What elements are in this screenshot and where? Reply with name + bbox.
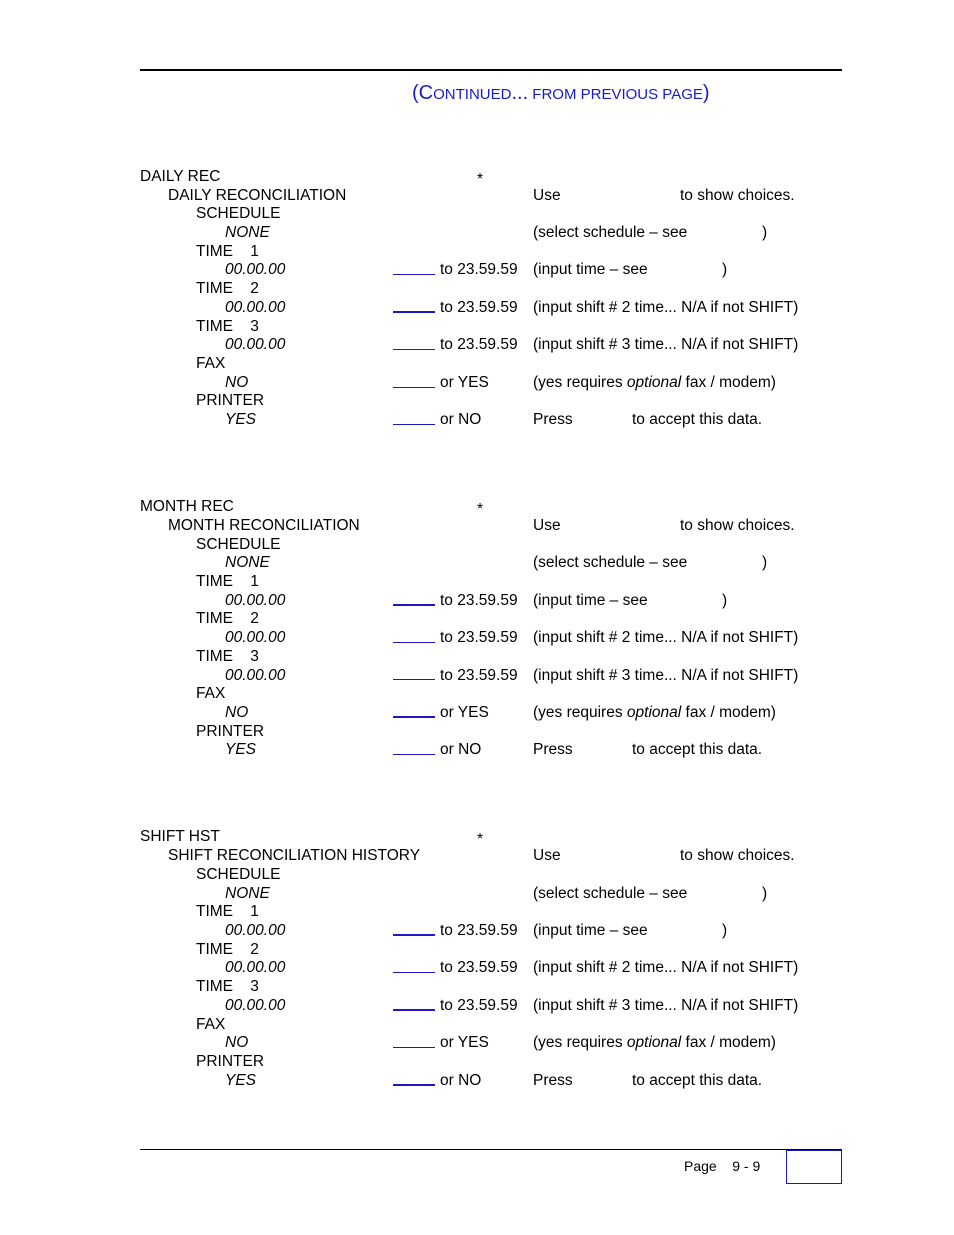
schedule-value: NONE bbox=[225, 554, 270, 571]
time2-range: to 23.59.59 bbox=[440, 299, 518, 316]
accept-text: to accept this data. bbox=[632, 1072, 763, 1089]
press-text: Press bbox=[533, 741, 573, 758]
menu-name: DAILY REC bbox=[140, 168, 221, 185]
show-choices-text: to show choices. bbox=[680, 187, 795, 204]
fax-blank bbox=[393, 387, 435, 388]
time2-label: TIME 2 bbox=[196, 610, 259, 627]
printer-blank bbox=[393, 754, 435, 755]
fax-note-b: fax / modem) bbox=[685, 1034, 776, 1051]
fax-label: FAX bbox=[196, 1016, 226, 1033]
fax-note-optional: optional bbox=[626, 1034, 682, 1051]
time3-range: to 23.59.59 bbox=[440, 997, 518, 1014]
time1-blank bbox=[393, 934, 435, 936]
time1-label: TIME 1 bbox=[196, 573, 259, 590]
fax-option: or YES bbox=[440, 1034, 489, 1051]
printer-blank bbox=[393, 424, 435, 425]
time1-label: TIME 1 bbox=[196, 903, 259, 920]
input-time-close: ) bbox=[722, 922, 728, 939]
time3-label: TIME 3 bbox=[196, 318, 259, 335]
time2-blank bbox=[393, 311, 435, 313]
use-text: Use bbox=[533, 847, 561, 864]
continued-tail: FROM PREVIOUS PAGE bbox=[528, 86, 703, 103]
input-time-close: ) bbox=[722, 261, 728, 278]
time2-label: TIME 2 bbox=[196, 280, 259, 297]
fax-note bbox=[533, 1033, 776, 1052]
fax-note-a: (yes requires bbox=[533, 1034, 623, 1051]
continued-dots: ... bbox=[511, 82, 529, 104]
time1-blank bbox=[393, 274, 435, 275]
time2-value: 00.00.00 bbox=[225, 299, 286, 316]
time1-value: 00.00.00 bbox=[225, 592, 286, 609]
time3-range: to 23.59.59 bbox=[440, 336, 518, 353]
time3-value: 00.00.00 bbox=[225, 336, 286, 353]
select-schedule-close: ) bbox=[762, 224, 768, 241]
time2-blank bbox=[393, 642, 435, 643]
continued-close: ) bbox=[702, 82, 710, 104]
footer-rule bbox=[140, 1149, 842, 1150]
shift2-note: (input shift # 2 time... N/A if not SHIFT) bbox=[533, 959, 799, 976]
input-time-note: (input time – see bbox=[533, 261, 648, 278]
show-choices-text: to show choices. bbox=[680, 847, 795, 864]
time2-value: 00.00.00 bbox=[225, 959, 286, 976]
printer-value: YES bbox=[225, 411, 257, 428]
fax-note-a: (yes requires bbox=[533, 374, 623, 391]
time3-blank bbox=[393, 349, 435, 350]
press-text: Press bbox=[533, 411, 573, 428]
fax-value: NO bbox=[225, 374, 249, 391]
continued-open: (C bbox=[412, 82, 434, 104]
fax-option: or YES bbox=[440, 704, 489, 721]
time1-range: to 23.59.59 bbox=[440, 922, 518, 939]
input-time-close: ) bbox=[722, 592, 728, 609]
printer-value: YES bbox=[225, 1072, 257, 1089]
menu-title: MONTH RECONCILIATION bbox=[168, 517, 360, 534]
select-schedule-note: (select schedule – see bbox=[533, 554, 688, 571]
fax-note-a: (yes requires bbox=[533, 704, 623, 721]
accept-text: to accept this data. bbox=[632, 411, 763, 428]
fax-note-optional: optional bbox=[626, 704, 682, 721]
time3-value: 00.00.00 bbox=[225, 997, 286, 1014]
fax-note-optional: optional bbox=[626, 374, 682, 391]
printer-label: PRINTER bbox=[196, 723, 265, 740]
input-time-note: (input time – see bbox=[533, 592, 648, 609]
fax-label: FAX bbox=[196, 355, 226, 372]
select-schedule-note: (select schedule – see bbox=[533, 885, 688, 902]
time1-value: 00.00.00 bbox=[225, 922, 286, 939]
time2-blank bbox=[393, 972, 435, 973]
time1-value: 00.00.00 bbox=[225, 261, 286, 278]
page-number: Page 9 - 9 bbox=[684, 1158, 761, 1174]
time3-value: 00.00.00 bbox=[225, 667, 286, 684]
star-marker: * bbox=[477, 831, 484, 848]
time1-label: TIME 1 bbox=[196, 243, 259, 260]
time3-range: to 23.59.59 bbox=[440, 667, 518, 684]
fax-blank bbox=[393, 1047, 435, 1048]
menu-title: SHIFT RECONCILIATION HISTORY bbox=[168, 847, 421, 864]
schedule-label: SCHEDULE bbox=[196, 205, 281, 222]
accept-text: to accept this data. bbox=[632, 741, 763, 758]
fax-note-b: fax / modem) bbox=[685, 374, 776, 391]
page-box bbox=[786, 1150, 842, 1184]
shift2-note: (input shift # 2 time... N/A if not SHIFT) bbox=[533, 629, 799, 646]
select-schedule-close: ) bbox=[762, 554, 768, 571]
use-text: Use bbox=[533, 187, 561, 204]
fax-option: or YES bbox=[440, 374, 489, 391]
menu-title: DAILY RECONCILIATION bbox=[168, 187, 347, 204]
press-text: Press bbox=[533, 1072, 573, 1089]
shift3-note: (input shift # 3 time... N/A if not SHIFT) bbox=[533, 336, 799, 353]
select-schedule-note: (select schedule – see bbox=[533, 224, 688, 241]
printer-label: PRINTER bbox=[196, 392, 265, 409]
schedule-label: SCHEDULE bbox=[196, 536, 281, 553]
menu-name: MONTH REC bbox=[140, 498, 234, 515]
printer-label: PRINTER bbox=[196, 1053, 265, 1070]
time3-label: TIME 3 bbox=[196, 978, 259, 995]
schedule-value: NONE bbox=[225, 224, 270, 241]
fax-note bbox=[533, 373, 776, 392]
fax-note bbox=[533, 703, 776, 722]
printer-option: or NO bbox=[440, 1072, 482, 1089]
time1-blank bbox=[393, 604, 435, 606]
time2-range: to 23.59.59 bbox=[440, 959, 518, 976]
select-schedule-close: ) bbox=[762, 885, 768, 902]
time2-range: to 23.59.59 bbox=[440, 629, 518, 646]
schedule-label: SCHEDULE bbox=[196, 866, 281, 883]
menu-name: SHIFT HST bbox=[140, 828, 220, 845]
shift3-note: (input shift # 3 time... N/A if not SHIFT) bbox=[533, 997, 799, 1014]
fax-value: NO bbox=[225, 704, 249, 721]
fax-blank bbox=[393, 716, 435, 718]
time3-blank bbox=[393, 1009, 435, 1011]
printer-value: YES bbox=[225, 741, 257, 758]
time2-label: TIME 2 bbox=[196, 941, 259, 958]
time2-value: 00.00.00 bbox=[225, 629, 286, 646]
input-time-note: (input time – see bbox=[533, 922, 648, 939]
shift3-note: (input shift # 3 time... N/A if not SHIFT) bbox=[533, 667, 799, 684]
time1-range: to 23.59.59 bbox=[440, 592, 518, 609]
time1-range: to 23.59.59 bbox=[440, 261, 518, 278]
fax-label: FAX bbox=[196, 685, 226, 702]
time3-label: TIME 3 bbox=[196, 648, 259, 665]
schedule-value: NONE bbox=[225, 885, 270, 902]
fax-value: NO bbox=[225, 1034, 249, 1051]
use-text: Use bbox=[533, 517, 561, 534]
continued-heading bbox=[412, 82, 710, 105]
star-marker: * bbox=[477, 501, 484, 518]
printer-option: or NO bbox=[440, 741, 482, 758]
shift2-note: (input shift # 2 time... N/A if not SHIFT) bbox=[533, 299, 799, 316]
time3-blank bbox=[393, 679, 435, 680]
continued-rest: ONTINUED bbox=[433, 86, 512, 103]
show-choices-text: to show choices. bbox=[680, 517, 795, 534]
header-rule bbox=[140, 69, 842, 71]
star-marker: * bbox=[477, 171, 484, 188]
fax-note-b: fax / modem) bbox=[685, 704, 776, 721]
printer-option: or NO bbox=[440, 411, 482, 428]
printer-blank bbox=[393, 1084, 435, 1086]
